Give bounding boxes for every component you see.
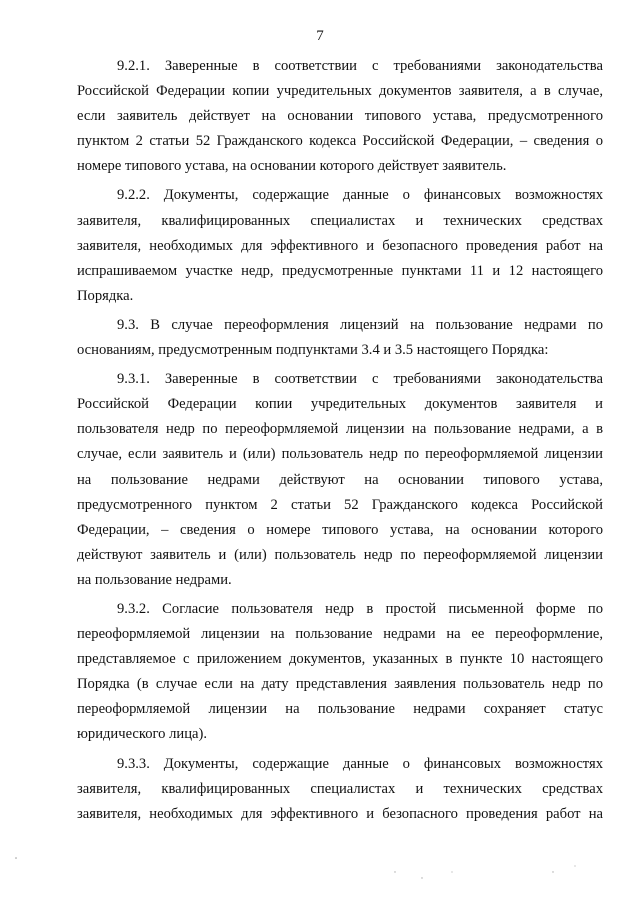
- text-line: на пользование недрами.: [77, 571, 232, 588]
- paragraph-9-3-1: [77, 367, 603, 593]
- text-line: Федерации, – сведения о номере типового устава, на основании которого: [77, 521, 603, 538]
- text-line: 9.2.2. Документы, содержащие данные о финансовых возможностях: [117, 187, 603, 204]
- text-line: 9.3.2. Согласие пользователя недр в простой письменной форме по: [117, 600, 603, 617]
- text-line: номере типового устава, на основании которого действует заявитель.: [77, 158, 507, 175]
- text-line: предусмотренного пунктом 2 статьи 52 Гражданского кодекса Российской: [77, 496, 603, 513]
- text-line: переоформляемой лицензии на пользование недрами на ее переоформление,: [77, 626, 603, 643]
- text-line: испрашиваемом участке недр, предусмотренные пунктами 11 и 12 настоящего: [77, 262, 603, 279]
- paragraph-9-2-2: [77, 183, 603, 308]
- paragraph-9-2-1: [77, 54, 603, 179]
- text-line: представляемое с приложением документов, указанных в пункте 10 настоящего: [77, 651, 603, 668]
- text-line: если заявитель действует на основании типового устава, предусмотренного: [77, 108, 603, 125]
- page-number: 7: [316, 28, 324, 44]
- paragraph-9-3: [77, 313, 603, 363]
- text-line: заявителя, квалифицированных специалистах и технических средствах: [77, 212, 603, 229]
- text-line: Российской Федерации копии учредительных документов заявителя, а в случае,: [77, 83, 603, 100]
- text-line: переоформляемой лицензии на пользование недрами сохраняет статус: [77, 701, 603, 718]
- text-line: Российской Федерации копии учредительных документов заявителя и: [77, 396, 603, 413]
- text-line: заявителя, необходимых для эффективного и безопасного проведения работ на: [77, 237, 603, 254]
- paragraph-9-3-2: [77, 597, 603, 748]
- text-line: 9.3.1. Заверенные в соответствии с требованиями законодательства: [117, 371, 603, 388]
- text-line: действуют заявитель и (или) пользователь недр по переоформляемой лицензии: [77, 546, 603, 563]
- text-line: заявителя, необходимых для эффективного и безопасного проведения работ на: [77, 805, 603, 822]
- text-line: 9.3.3. Документы, содержащие данные о финансовых возможностях: [117, 755, 603, 772]
- text-line: Порядка (в случае если на дату представления заявления пользователь недр по: [77, 676, 603, 693]
- text-line: 9.2.1. Заверенные в соответствии с требованиями законодательства: [117, 58, 603, 74]
- text-line: 9.3. В случае переоформления лицензий на пользование недрами по: [117, 316, 603, 333]
- text-line: Порядка.: [77, 287, 134, 304]
- text-line: случае, если заявитель и (или) пользователь недр по переоформляемой лицензии: [77, 446, 603, 463]
- paragraph-9-3-3: [77, 752, 603, 827]
- document-body: [77, 54, 603, 831]
- text-line: пользователя недр по переоформляемой лицензии на пользование недрами, а в: [77, 421, 603, 438]
- text-line: юридического лица).: [77, 726, 208, 743]
- text-line: на пользование недрами действуют на основании типового устава,: [77, 471, 603, 488]
- text-line: основаниям, предусмотренным подпунктами 3.4 и 3.5 настоящего Порядка:: [77, 342, 549, 359]
- text-line: пунктом 2 статьи 52 Гражданского кодекса Российской Федерации, – сведения о: [77, 133, 603, 150]
- text-line: заявителя, квалифицированных специалистах и технических средствах: [77, 780, 603, 797]
